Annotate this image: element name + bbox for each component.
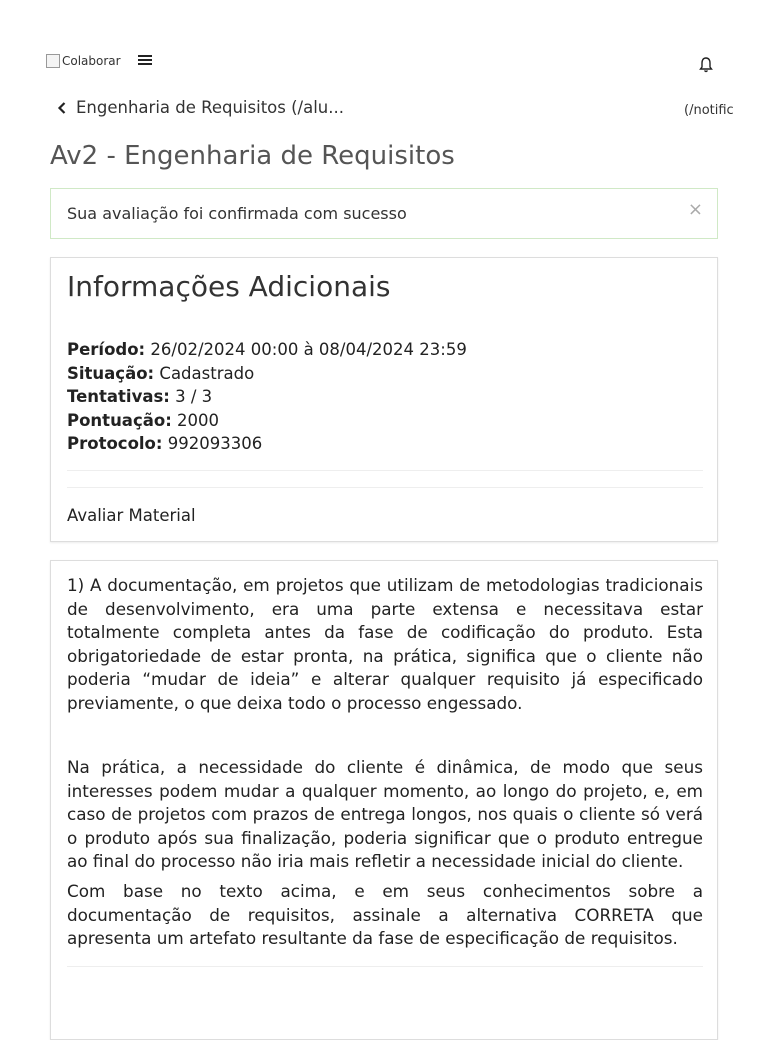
logo-alt-text: Colaborar [62,54,121,68]
question-paragraph-1: 1) A documentação, em projetos que utilizam de metodologias tradicionais de desenvolvimento, era uma parte extensa e necessitava estar totalmente completa antes da fase de codificação do produto. Esta obrigatoriedade de estar pronta, na prática, significa que o cliente não poderia “mudar de ideia” e alterar qualquer requisito já especificado previamente, o que deixa todo o processo engessado. [67,575,703,713]
info-panel-title: Informações Adicionais [67,270,391,303]
info-list [67,338,467,456]
page-title: Av2 - Engenharia de Requisitos [50,141,455,171]
question-paragraph-2: Na prática, a necessidade do cliente é dinâmica, de modo que seus interesses podem mudar a qualquer momento, ao longo do projeto, e, em caso de projetos com prazos de entrega longos, nos quais o cliente só verá o produto após sua finalização, poderia significar que o produto entregue ao final do processo não iria mais refletir a necessidade inicial do cliente. [67,757,703,871]
divider [67,966,703,967]
success-alert [50,188,718,239]
protocol-row [67,432,467,456]
info-panel [50,257,718,542]
chevron-left-icon[interactable] [56,101,68,115]
attempts-value: 3 / 3 [175,387,213,406]
score-row [67,409,467,433]
score-value: 2000 [177,410,220,430]
attempts-row [67,385,467,409]
notifications-link[interactable]: (/notific [684,103,734,118]
alert-message: Sua avaliação foi confirmada com sucesso [67,204,407,223]
logo[interactable] [46,54,121,68]
status-label: Situação: [67,363,155,383]
period-value: 26/02/2024 00:00 à 08/04/2024 23:59 [150,340,467,359]
rate-material-link[interactable]: Avaliar Material [67,506,196,525]
question-paragraph-3: Com base no texto acima, e em seus conhecimentos sobre a documentação de requisitos, assinale a alternativa CORRETA que apresenta um artefato resultante da fase de especificação de requisitos. [67,881,703,948]
hamburger-menu-icon[interactable] [138,53,152,67]
period-row [67,338,467,362]
broken-image-icon [46,54,60,68]
top-bar [46,50,734,78]
divider [67,487,703,488]
bell-icon[interactable] [698,56,714,74]
period-label: Período: [67,340,146,359]
status-row [67,362,467,386]
divider [67,470,703,471]
breadcrumb-label[interactable]: Engenharia de Requisitos (/alu... [76,98,344,117]
question-panel [50,560,718,1040]
breadcrumb[interactable] [56,98,344,117]
score-label: Pontuação: [67,410,172,430]
status-value: Cadastrado [159,363,255,383]
attempts-label: Tentativas: [67,387,170,406]
close-icon[interactable]: × [687,199,703,220]
protocol-label: Protocolo: [67,434,163,453]
protocol-value: 992093306 [167,434,263,453]
